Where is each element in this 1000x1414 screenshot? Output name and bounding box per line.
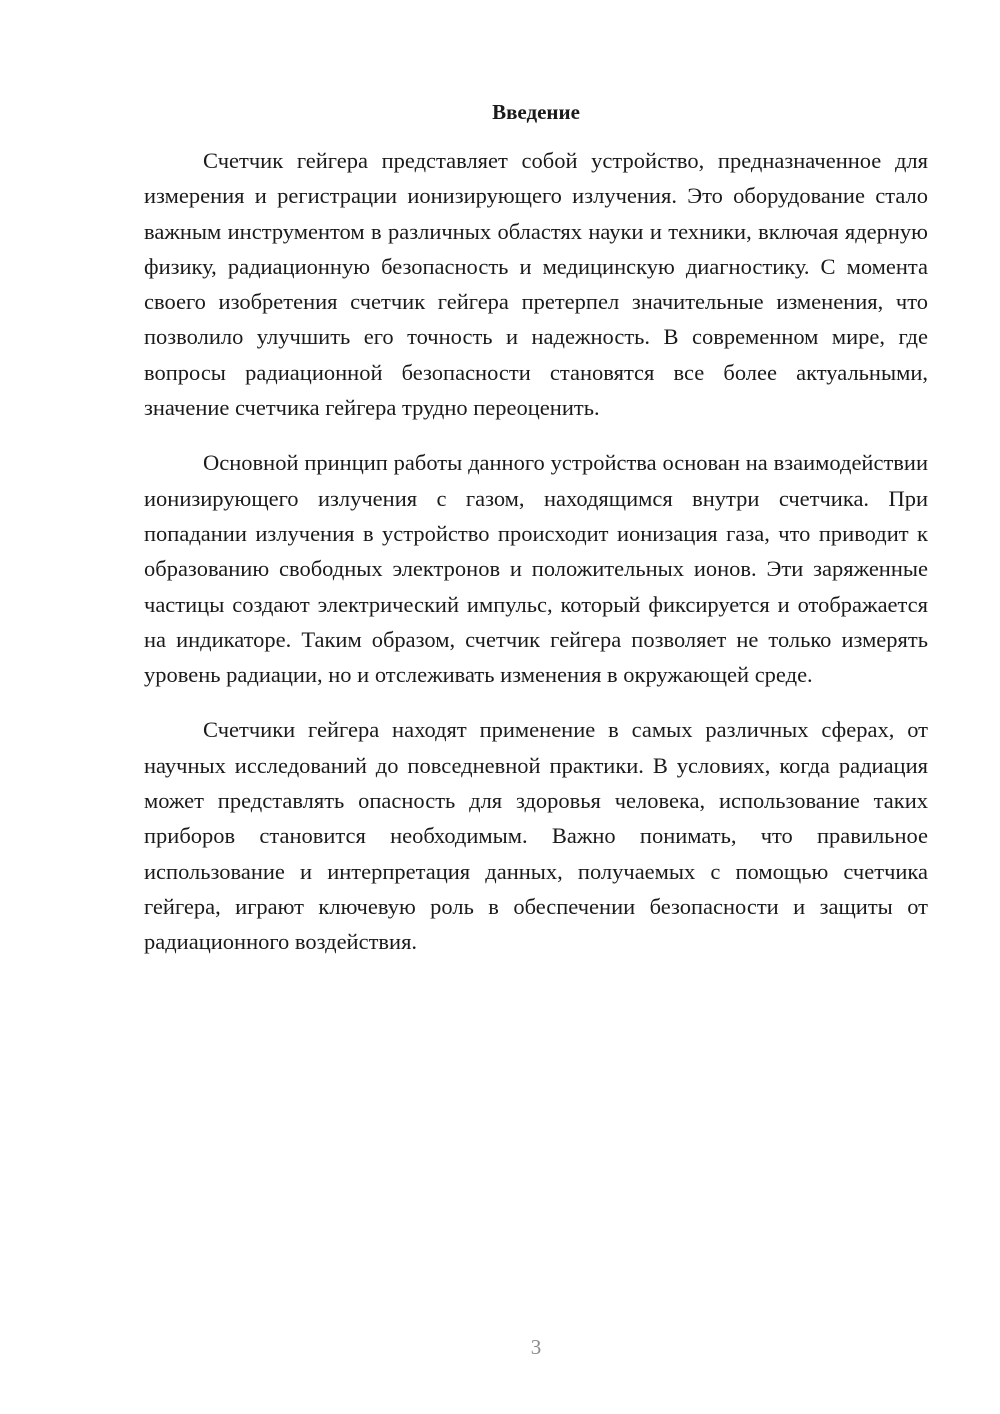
body-text	[144, 143, 928, 980]
paragraph-1: Счетчик гейгера представляет собой устройство, предназначенное для измерения и регистрации ионизирующего излучения. Это оборудование стало важным инструментом в различных областях науки и техники, включая ядерную физику, радиационную безопасность и медицинскую диагностику. С момента своего изобретения счетчик гейгера претерпел значительные изменения, что позволило улучшить его точность и надежность. В современном мире, где вопросы радиационной безопасности становятся все более актуальными, значение счетчика гейгера трудно переоценить.	[144, 148, 928, 421]
section-title: Введение	[492, 100, 580, 124]
page-number: 3	[530, 1335, 542, 1359]
paragraph-2: Основной принцип работы данного устройства основан на взаимодействии ионизирующего излучения с газом, находящимся внутри счетчика. При попадании излучения в устройство происходит ионизация газа, что приводит к образованию свободных электронов и положительных ионов. Эти заряженные частицы создают электрический импульс, который фиксируется и отображается на индикаторе. Таким образом, счетчик гейгера позволяет не только измерять уровень радиации, но и отслеживать изменения в окружающей среде.	[144, 450, 928, 688]
paragraph-3: Счетчики гейгера находят применение в самых различных сферах, от научных исследований до повседневной практики. В условиях, когда радиация может представлять опасность для здоровья человека, использование таких приборов становится необходимым. Важно понимать, что правильное использование и интерпретация данных, получаемых с помощью счетчика гейгера, играют ключевую роль в обеспечении безопасности и защиты от радиационного воздействия.	[144, 717, 928, 955]
